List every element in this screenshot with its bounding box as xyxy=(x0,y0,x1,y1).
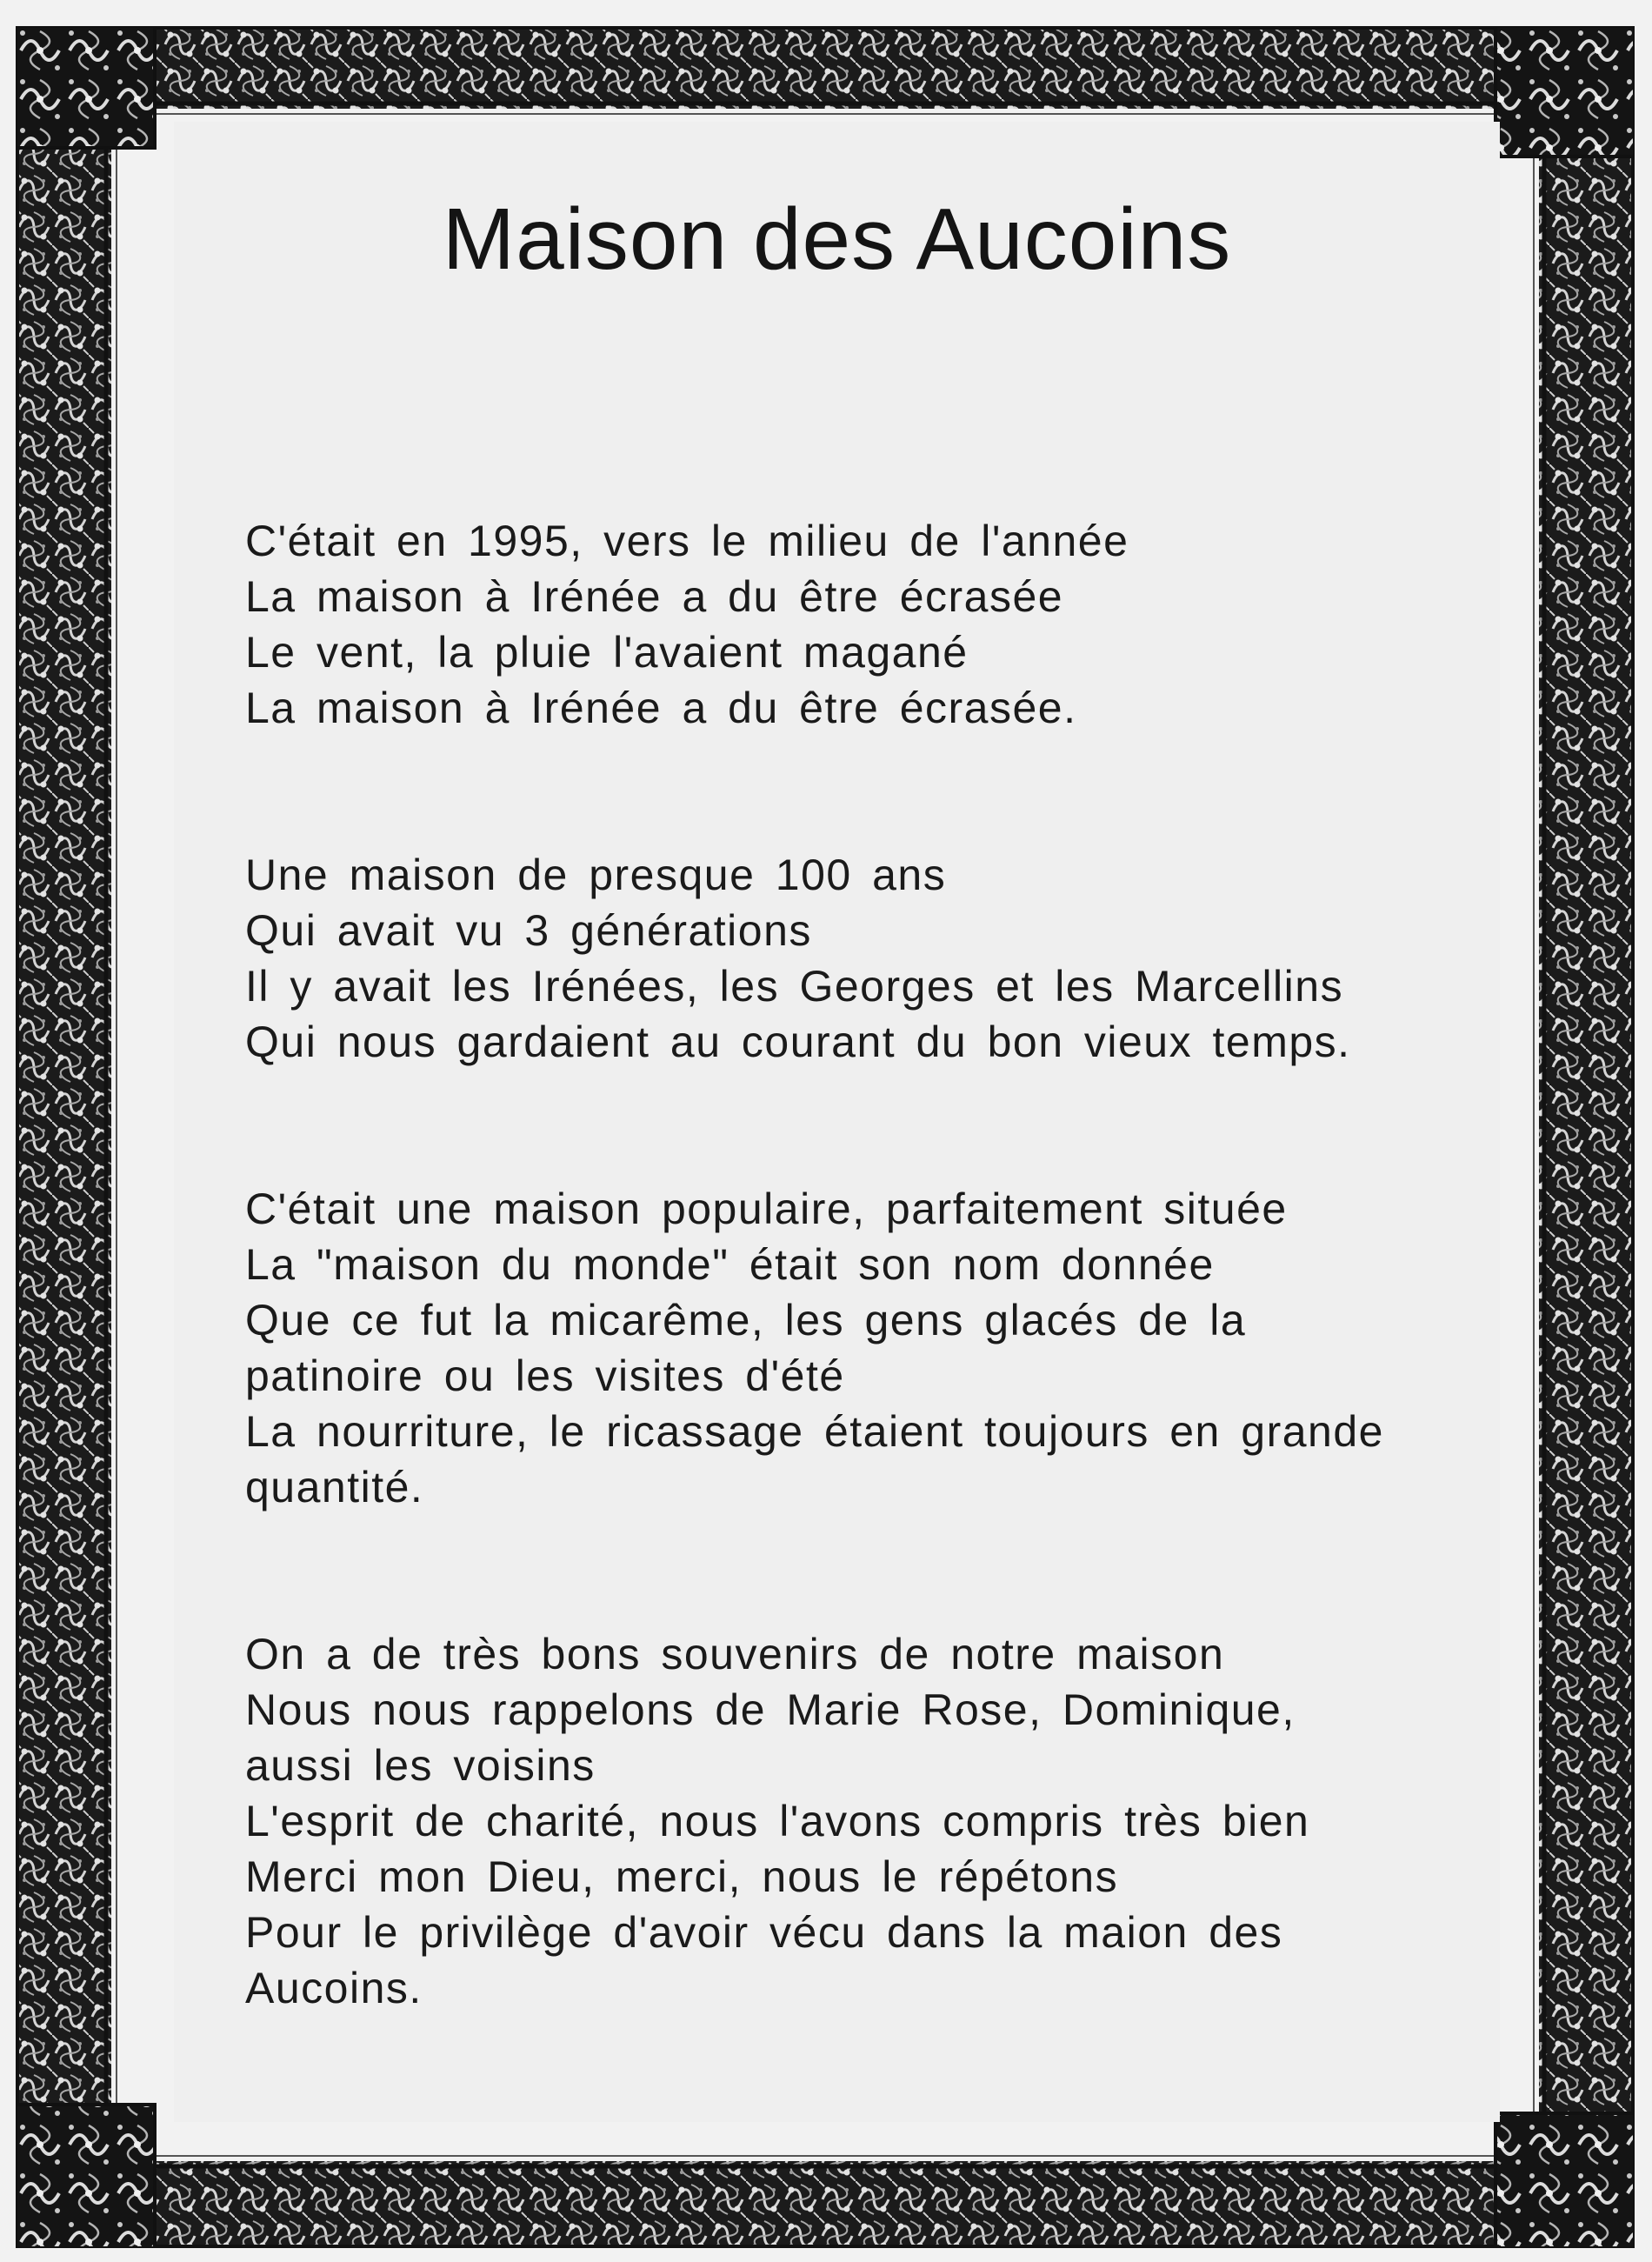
poem-line: C'était en 1995, vers le milieu de l'année xyxy=(245,517,1129,565)
poem-line: On a de très bons souvenirs de notre maison xyxy=(245,1630,1225,1678)
poem-line: patinoire ou les visites d'été xyxy=(245,1351,845,1400)
poem-line: Merci mon Dieu, merci, nous le répétons xyxy=(245,1852,1119,1901)
poem-stanza xyxy=(245,1626,1489,2016)
poem-line: La maison à Irénée a du être écrasée xyxy=(245,572,1064,621)
poem-line: Qui nous gardaient au courant du bon vieux temps. xyxy=(245,1018,1351,1066)
poem-line: quantité. xyxy=(245,1463,424,1511)
poem-line: Une maison de presque 100 ans xyxy=(245,851,947,899)
poem-line: C'était une maison populaire, parfaitement située xyxy=(245,1184,1288,1233)
poem-line: Qui avait vu 3 générations xyxy=(245,906,812,955)
poem-line: Aucoins. xyxy=(245,1964,423,2012)
poem-line: Pour le privilège d'avoir vécu dans la maion des xyxy=(245,1908,1283,1957)
poem-line: L'esprit de charité, nous l'avons compris très bien xyxy=(245,1797,1310,1845)
poem-stanza xyxy=(245,1181,1489,1515)
poem-line: Que ce fut la micarême, les gens glacés de la xyxy=(245,1296,1247,1345)
poem-line: Nous nous rappelons de Marie Rose, Dominique, xyxy=(245,1685,1296,1734)
poem-line: aussi les voisins xyxy=(245,1741,596,1790)
poem-line: La maison à Irénée a du être écrasée. xyxy=(245,684,1077,732)
poem-line: La nourriture, le ricassage étaient toujours en grande xyxy=(245,1407,1384,1456)
poem-line: La "maison du monde" était son nom donnée xyxy=(245,1240,1215,1289)
document-title: Maison des Aucoins xyxy=(442,190,1232,288)
poem-stanza xyxy=(245,513,1489,736)
poem-line: Le vent, la pluie l'avaient magané xyxy=(245,628,969,677)
poem-line: Il y avait les Irénées, les Georges et les Marcellins xyxy=(245,962,1344,1011)
poem-body xyxy=(245,513,1489,2127)
poem-stanza xyxy=(245,847,1489,1070)
